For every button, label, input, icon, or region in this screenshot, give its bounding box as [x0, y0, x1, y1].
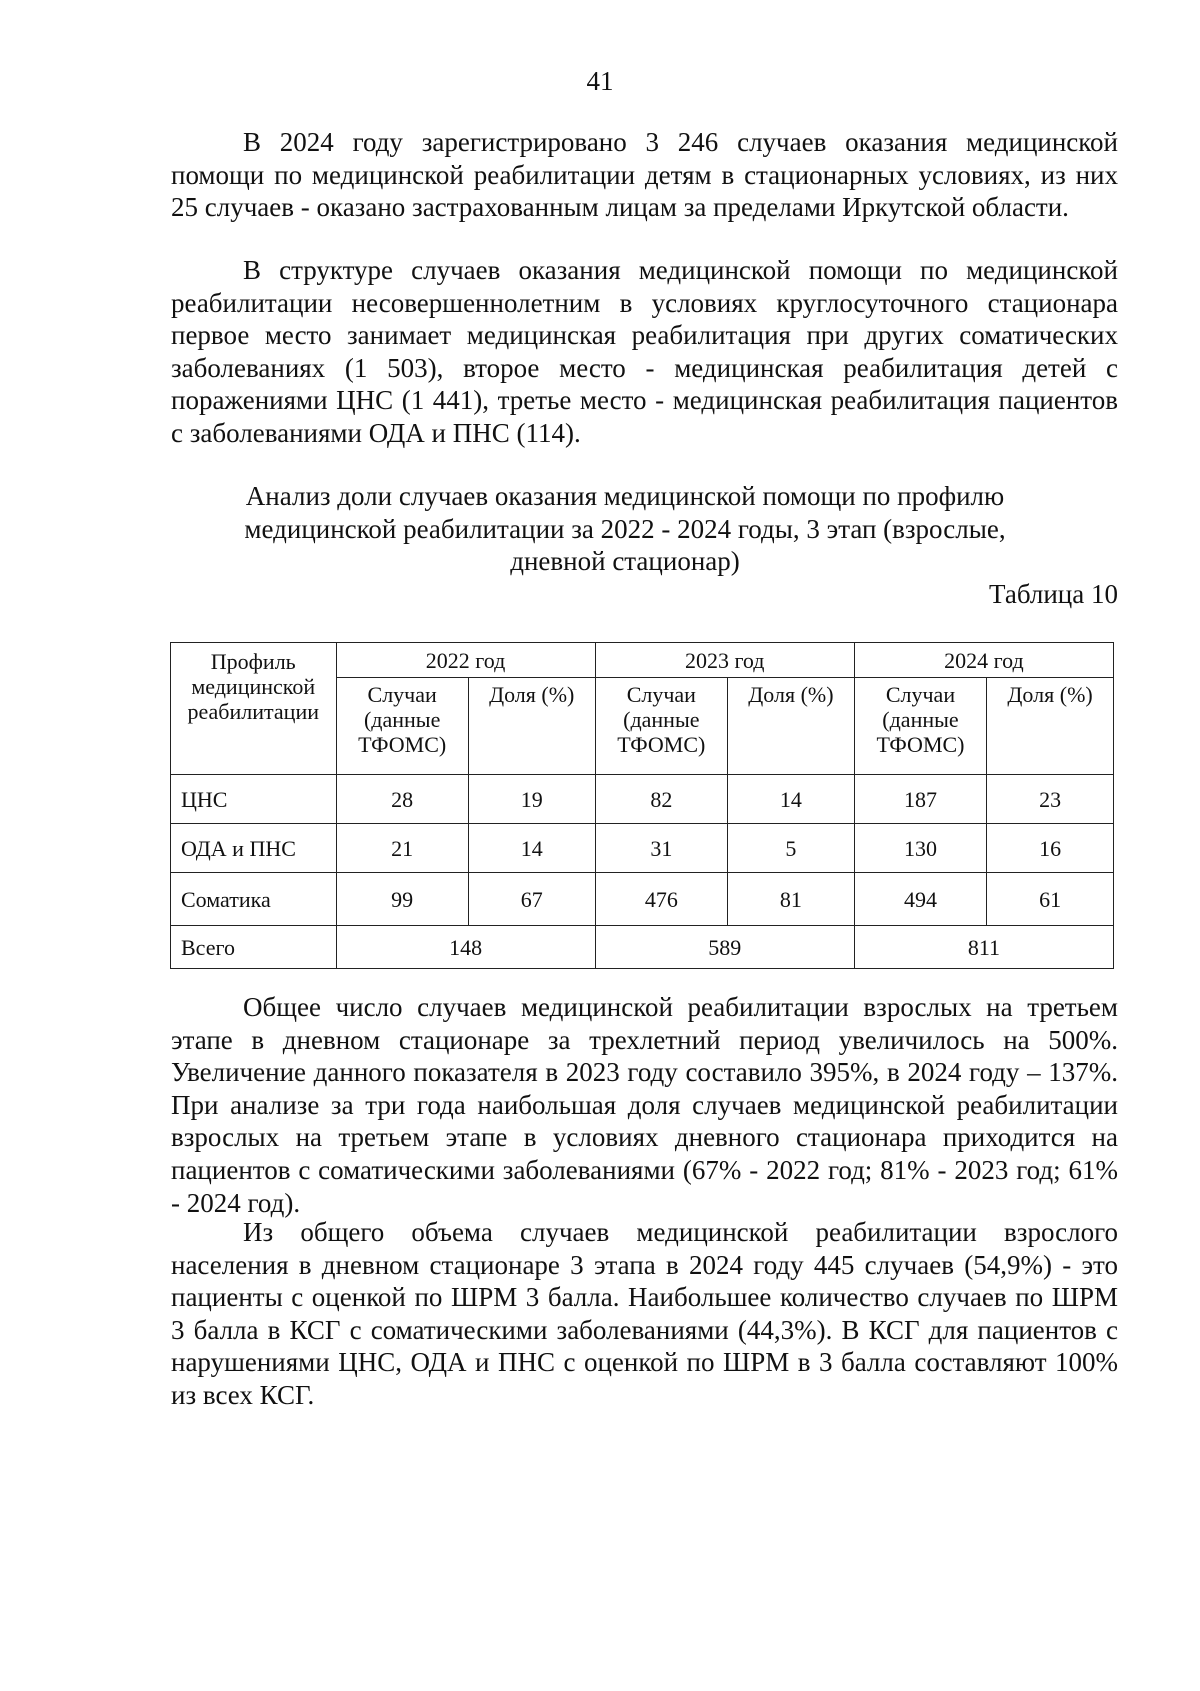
table-cell-total-2023: 589 — [595, 926, 854, 969]
table-cell: 19 — [468, 775, 595, 824]
paragraph-2: В структуре случаев оказания медицинской помощи по медицинской реабилитации несовершеннолетним в условиях круглосуточного стационара первое место занимает медицинская реабилитация при других соматических заболеваниях (1 503), второе место - медицинская реабилитация детей с поражениями ЦНС (1 441), третье место - медицинская реабилитация пациентов с заболеваниями ОДА и ПНС (114). — [171, 255, 1118, 448]
header-cases-line: ТФОМС) — [876, 732, 965, 757]
table-cell: 99 — [336, 873, 468, 926]
table-cell: 82 — [595, 775, 727, 824]
header-cases-line: (данные — [363, 707, 441, 732]
table-header-row — [171, 643, 1114, 678]
table-cell: 67 — [468, 873, 595, 926]
table-row-oda-pns — [171, 824, 1114, 873]
header-cases-line: ТФОМС) — [617, 732, 706, 757]
table-caption-line-2: медицинской реабилитации за 2022 - 2024 годы, 3 этап (взрослые, — [244, 513, 1006, 544]
header-profile-line: медицинской — [191, 674, 316, 699]
table-caption — [230, 480, 1020, 578]
header-cases-2024 — [854, 678, 986, 775]
rehab-table — [170, 642, 1114, 969]
table-label: Таблица 10 — [989, 579, 1118, 609]
table-cell: 61 — [987, 873, 1114, 926]
table-cell: 16 — [987, 824, 1114, 873]
table-cell-total-2022: 148 — [336, 926, 595, 969]
header-cases-line: (данные — [623, 707, 700, 732]
table-row-total — [171, 926, 1114, 969]
table-row-cns — [171, 775, 1114, 824]
table-cell: 21 — [336, 824, 468, 873]
header-profile-line: реабилитации — [187, 699, 319, 724]
table-cell: 494 — [854, 873, 986, 926]
table-cell: 23 — [987, 775, 1114, 824]
header-year-2022: 2022 год — [336, 643, 595, 678]
row-label: ЦНС — [171, 775, 337, 824]
header-cases-line: Случаи — [626, 682, 696, 707]
table-cell: 81 — [728, 873, 855, 926]
table-cell: 14 — [728, 775, 855, 824]
header-cases-line: Случаи — [885, 682, 956, 707]
table-cell-total-2024: 811 — [854, 926, 1113, 969]
header-share-2024: Доля (%) — [987, 678, 1114, 775]
header-share-2022: Доля (%) — [468, 678, 595, 775]
header-cases-2023 — [595, 678, 727, 775]
header-profile — [171, 643, 337, 775]
header-cases-line: Случаи — [367, 682, 437, 707]
row-label: Всего — [171, 926, 337, 969]
header-profile-line: Профиль — [210, 649, 296, 674]
header-cases-line: (данные — [882, 707, 959, 732]
row-label: ОДА и ПНС — [171, 824, 337, 873]
paragraph-1: В 2024 году зарегистрировано 3 246 случаев оказания медицинской помощи по медицинской реабилитации детям в стационарных условиях, из них 25 случаев - оказано застрахованным лицам за пределами Иркутской области. — [171, 127, 1118, 223]
paragraph-3: Общее число случаев медицинской реабилитации взрослых на третьем этапе в дневном стационаре за трехлетний период увеличилось на 500%. Увеличение данного показателя в 2023 году составило 395%, в 2024 году – 137%. При анализе за три года наибольшая доля случаев медицинской реабилитации взрослых на третьем этапе в условиях дневного стационара приходится на пациентов с соматическими заболеваниями (67% - 2022 год; 81% - 2023 год; 61% - 2024 год). — [171, 992, 1118, 1218]
table-cell: 28 — [336, 775, 468, 824]
table-caption-line-3: дневной стационар) — [510, 546, 740, 577]
table-cell: 31 — [595, 824, 727, 873]
table-caption-line-1: Анализ доли случаев оказания медицинской помощи по профилю — [245, 481, 1005, 511]
table-row-somatics — [171, 873, 1114, 926]
paragraph-4: Из общего объема случаев медицинской реабилитации взрослого населения в дневном стационаре 3 этапа в 2024 году 445 случаев (54,9%) - это пациенты с оценкой по ШРМ 3 балла. Наибольшее количество случаев по ШРМ 3 балла в КСГ с соматическими заболеваниями (44,3%). В КСГ для пациентов с нарушениями ЦНС, ОДА и ПНС с оценкой по ШРМ в 3 балла составляют 100% из всех КСГ. — [171, 1217, 1118, 1410]
header-cases-2022 — [336, 678, 468, 775]
header-cases-line: ТФОМС) — [358, 732, 447, 757]
table-cell: 476 — [595, 873, 727, 926]
header-year-2024: 2024 год — [854, 643, 1113, 678]
table-cell: 130 — [854, 824, 986, 873]
page-number: 41 — [586, 66, 614, 96]
table-cell: 14 — [468, 824, 595, 873]
header-share-2023: Доля (%) — [728, 678, 855, 775]
row-label: Соматика — [171, 873, 337, 926]
table-cell: 187 — [854, 775, 986, 824]
header-year-2023: 2023 год — [595, 643, 854, 678]
table-cell: 5 — [728, 824, 855, 873]
